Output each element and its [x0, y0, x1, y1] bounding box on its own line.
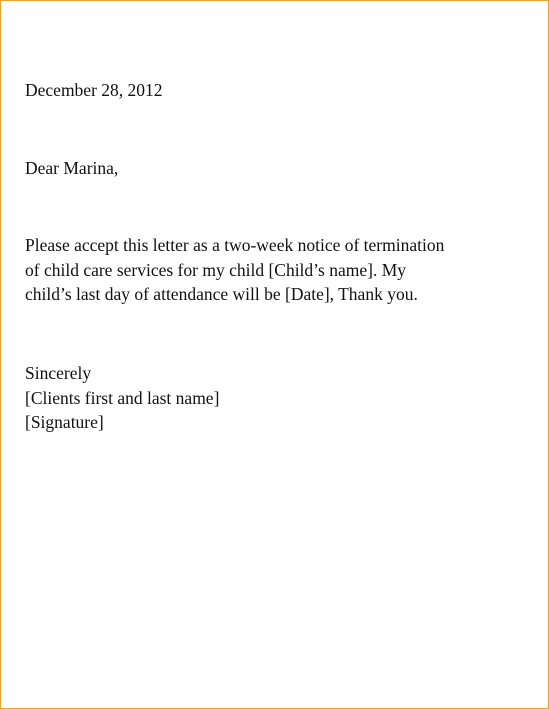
- closing-word: Sincerely: [25, 363, 92, 383]
- letter-salutation: Dear Marina,: [25, 158, 119, 178]
- signature-placeholder: [Signature]: [25, 412, 104, 432]
- client-name-placeholder: [Clients first and last name]: [25, 387, 220, 408]
- letter-date: December 28, 2012: [25, 80, 163, 100]
- paragraph-line: Please accept this letter as a two-week notice of termination: [25, 235, 445, 255]
- letter-closing-block: [25, 361, 219, 435]
- letter-paragraph: [25, 233, 535, 307]
- paragraph-line: child’s last day of attendance will be [Date], Thank you.: [25, 284, 418, 304]
- paragraph-line: of child care services for my child [Child’s name]. My: [25, 259, 407, 280]
